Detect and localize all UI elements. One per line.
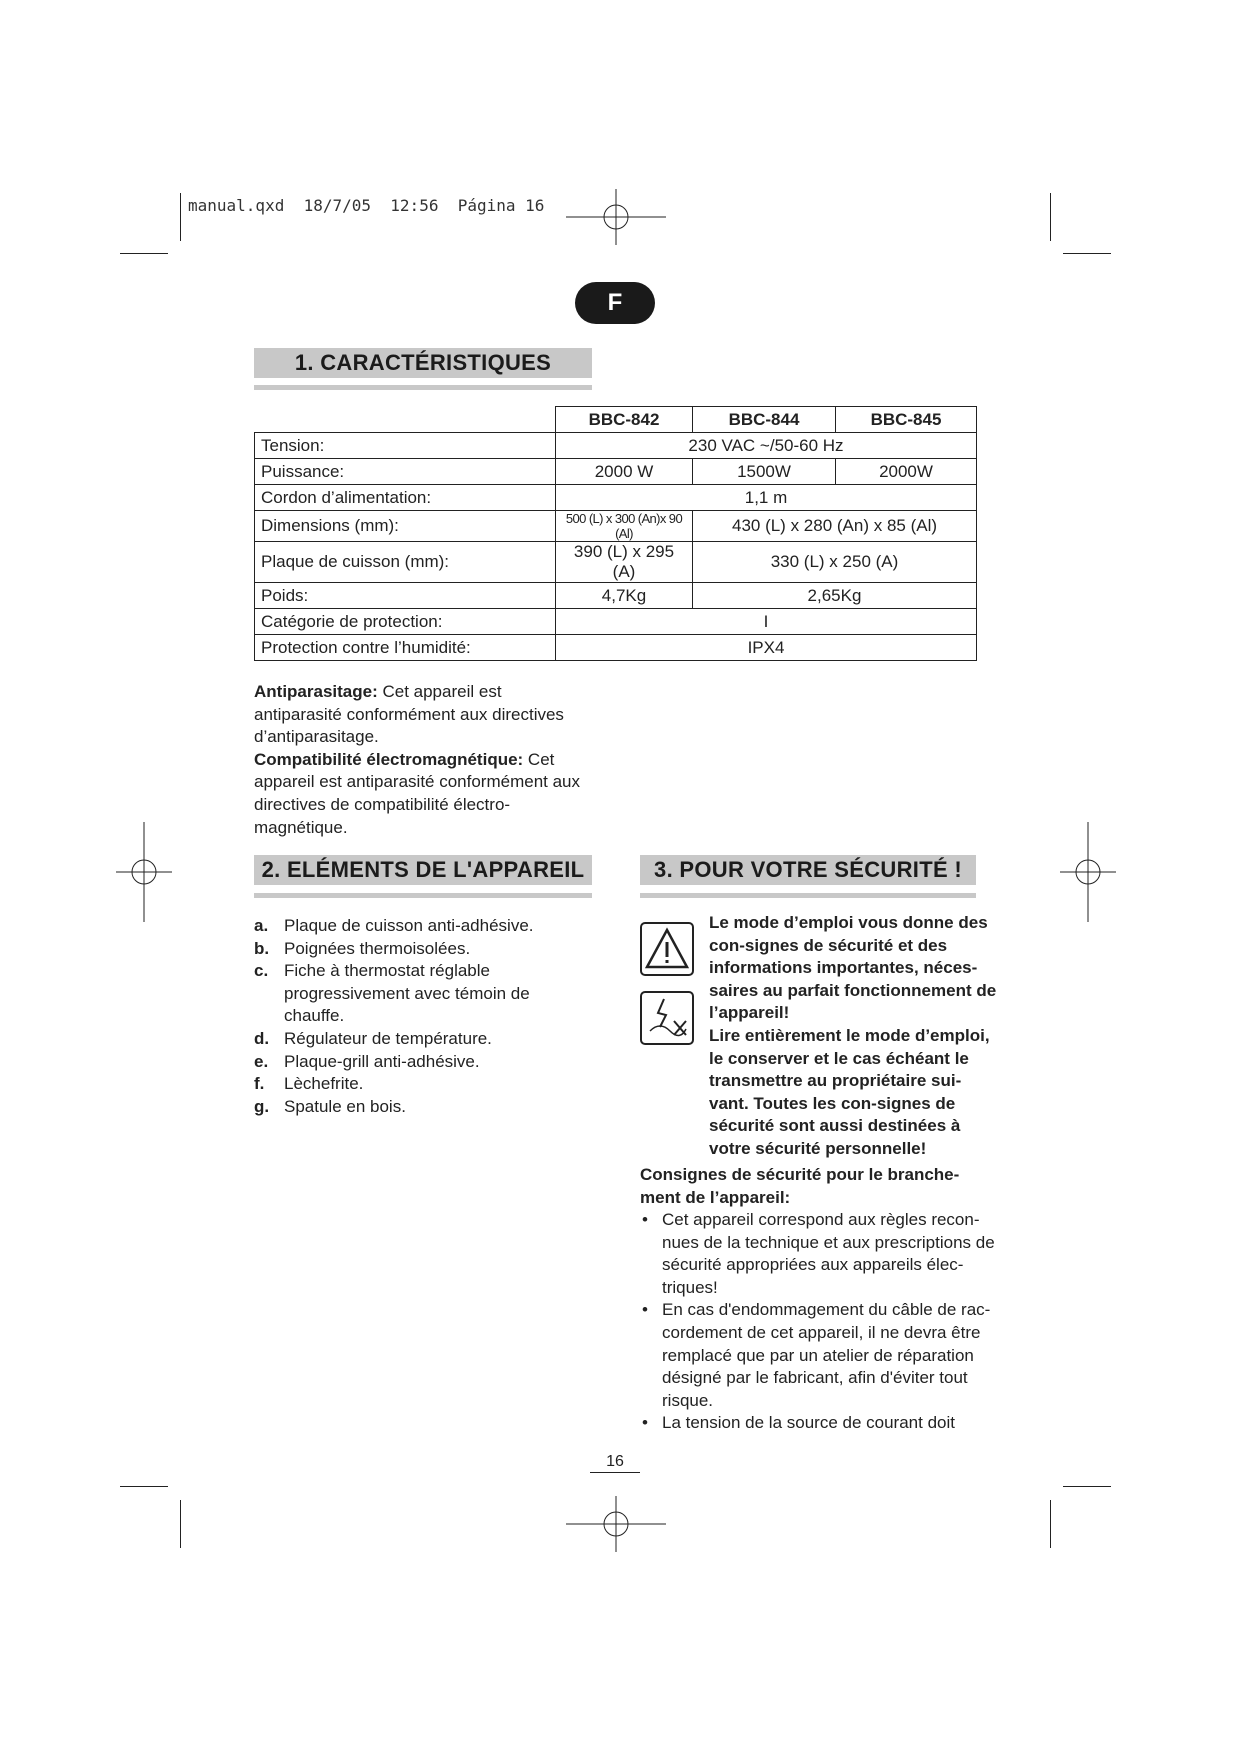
row-label: Protection contre l’humidité:: [255, 635, 556, 661]
list-item: c. Fiche à thermostat réglable progressivement avec témoin de chauffe.: [254, 961, 530, 1026]
cell-value: 230 VAC ~/50-60 Hz: [556, 433, 977, 459]
parts-list: [254, 915, 554, 1118]
list-item: • Cet appareil correspond aux règles recon-nues de la technique et aux prescriptions de sécurité appropriées aux appareils élec-triques!: [642, 1210, 995, 1297]
row-label: Tension:: [255, 433, 556, 459]
cell-value: I: [556, 609, 977, 635]
cell-value: 500 (L) x 300 (An)x 90 (Al): [556, 511, 693, 542]
language-badge: F: [575, 282, 655, 324]
section-rule: [254, 893, 592, 898]
list-item: b. Poignées thermoisolées.: [254, 938, 471, 958]
registration-mark-icon: [566, 189, 666, 245]
file-slug: manual.qxd 18/7/05 12:56 Página 16: [188, 196, 545, 215]
page-number: 16: [590, 1452, 640, 1473]
row-label: Cordon d’alimentation:: [255, 485, 556, 511]
registration-mark-icon: [116, 822, 172, 922]
registration-mark-icon: [1060, 822, 1116, 922]
section-rule: [254, 385, 592, 390]
model-header: BBC-844: [693, 407, 836, 433]
safety-subheading: Consignes de sécurité pour le branche-ment de l’appareil:: [640, 1165, 960, 1207]
registration-mark-icon: [566, 1496, 666, 1552]
compat-label: Compatibilité électromagnétique:: [254, 749, 524, 769]
cell-value: 1,1 m: [556, 485, 977, 511]
row-label: Puissance:: [255, 459, 556, 485]
cell-value: 2,65Kg: [693, 583, 977, 609]
crop-mark: [180, 193, 181, 241]
table-header-row: [255, 407, 977, 433]
table-row: [255, 433, 977, 459]
model-header: BBC-845: [836, 407, 977, 433]
warning-triangle-icon: [640, 922, 694, 976]
spec-table: [254, 406, 977, 661]
list-item: d. Régulateur de température.: [254, 1028, 492, 1048]
list-item: • En cas d'endommagement du câble de rac-cordement de cet appareil, il ne devra être remplacé que par un atelier de réparation désigné par le fabricant, afin d'éviter tout risque.: [642, 1300, 991, 1410]
cell-value: 390 (L) x 295 (A): [556, 542, 693, 583]
cell-value: 4,7Kg: [556, 583, 693, 609]
crop-mark: [1050, 193, 1051, 241]
crop-mark: [1050, 1500, 1051, 1548]
compliance-notes: [254, 681, 594, 839]
crop-mark: [1063, 1486, 1111, 1487]
safety-bullets: [640, 1209, 1000, 1435]
table-row: [255, 583, 977, 609]
crop-mark: [120, 1486, 168, 1487]
electric-hazard-icon: [640, 991, 694, 1045]
list-item: f. Lèchefrite.: [254, 1074, 364, 1094]
section-heading-caracteristiques: 1. CARACTÉRISTIQUES: [254, 348, 592, 378]
cell-value: 2000 W: [556, 459, 693, 485]
crop-mark: [180, 1500, 181, 1548]
cell-value: 430 (L) x 280 (An) x 85 (Al): [693, 511, 977, 542]
list-item: a. Plaque de cuisson anti-adhésive.: [254, 916, 534, 935]
table-row: [255, 542, 977, 583]
section-heading-elements: 2. ELÉMENTS DE L'APPAREIL: [254, 855, 592, 885]
cell-value: 1500W: [693, 459, 836, 485]
section-rule: [640, 893, 976, 898]
list-item: • La tension de la source de courant doit: [642, 1413, 955, 1433]
antiparasitage-label: Antiparasitage:: [254, 682, 378, 701]
row-label: Catégorie de protection:: [255, 609, 556, 635]
list-item: g. Spatule en bois.: [254, 1096, 406, 1116]
table-row: [255, 609, 977, 635]
table-row: [255, 511, 977, 542]
cell-value: 330 (L) x 250 (A): [693, 542, 977, 583]
safety-intro: Le mode d’emploi vous donne des con-signes de sécurité et des informations importantes, néces-saires au parfait fonctionnement de l’appareil! Lire entièrement le mode d’emploi, le conserver et le cas échéant le transmettre au propriétaire sui-vant. Toutes les con-signes de sécurité sont aussi destinées à votre sécurité personnelle!: [709, 913, 997, 1158]
row-label: Poids:: [255, 583, 556, 609]
crop-mark: [1063, 253, 1111, 254]
table-row: [255, 485, 977, 511]
crop-mark: [120, 253, 168, 254]
antiparasitage-text: Cet appareil est antiparasité conformément aux directives d’antiparasitage.: [254, 682, 564, 747]
row-label: Plaque de cuisson (mm):: [255, 542, 556, 583]
cell-value: 2000W: [836, 459, 977, 485]
compat-text: Cet appareil est antiparasité conformément aux directives de compatibilité électro-magnétique.: [254, 749, 581, 837]
row-label: Dimensions (mm):: [255, 511, 556, 542]
table-row: [255, 635, 977, 661]
table-row: [255, 459, 977, 485]
cell-value: IPX4: [556, 635, 977, 661]
section-heading-securite: 3. POUR VOTRE SÉCURITÉ !: [640, 855, 976, 885]
list-item: e. Plaque-grill anti-adhésive.: [254, 1051, 480, 1071]
model-header: BBC-842: [556, 407, 693, 433]
